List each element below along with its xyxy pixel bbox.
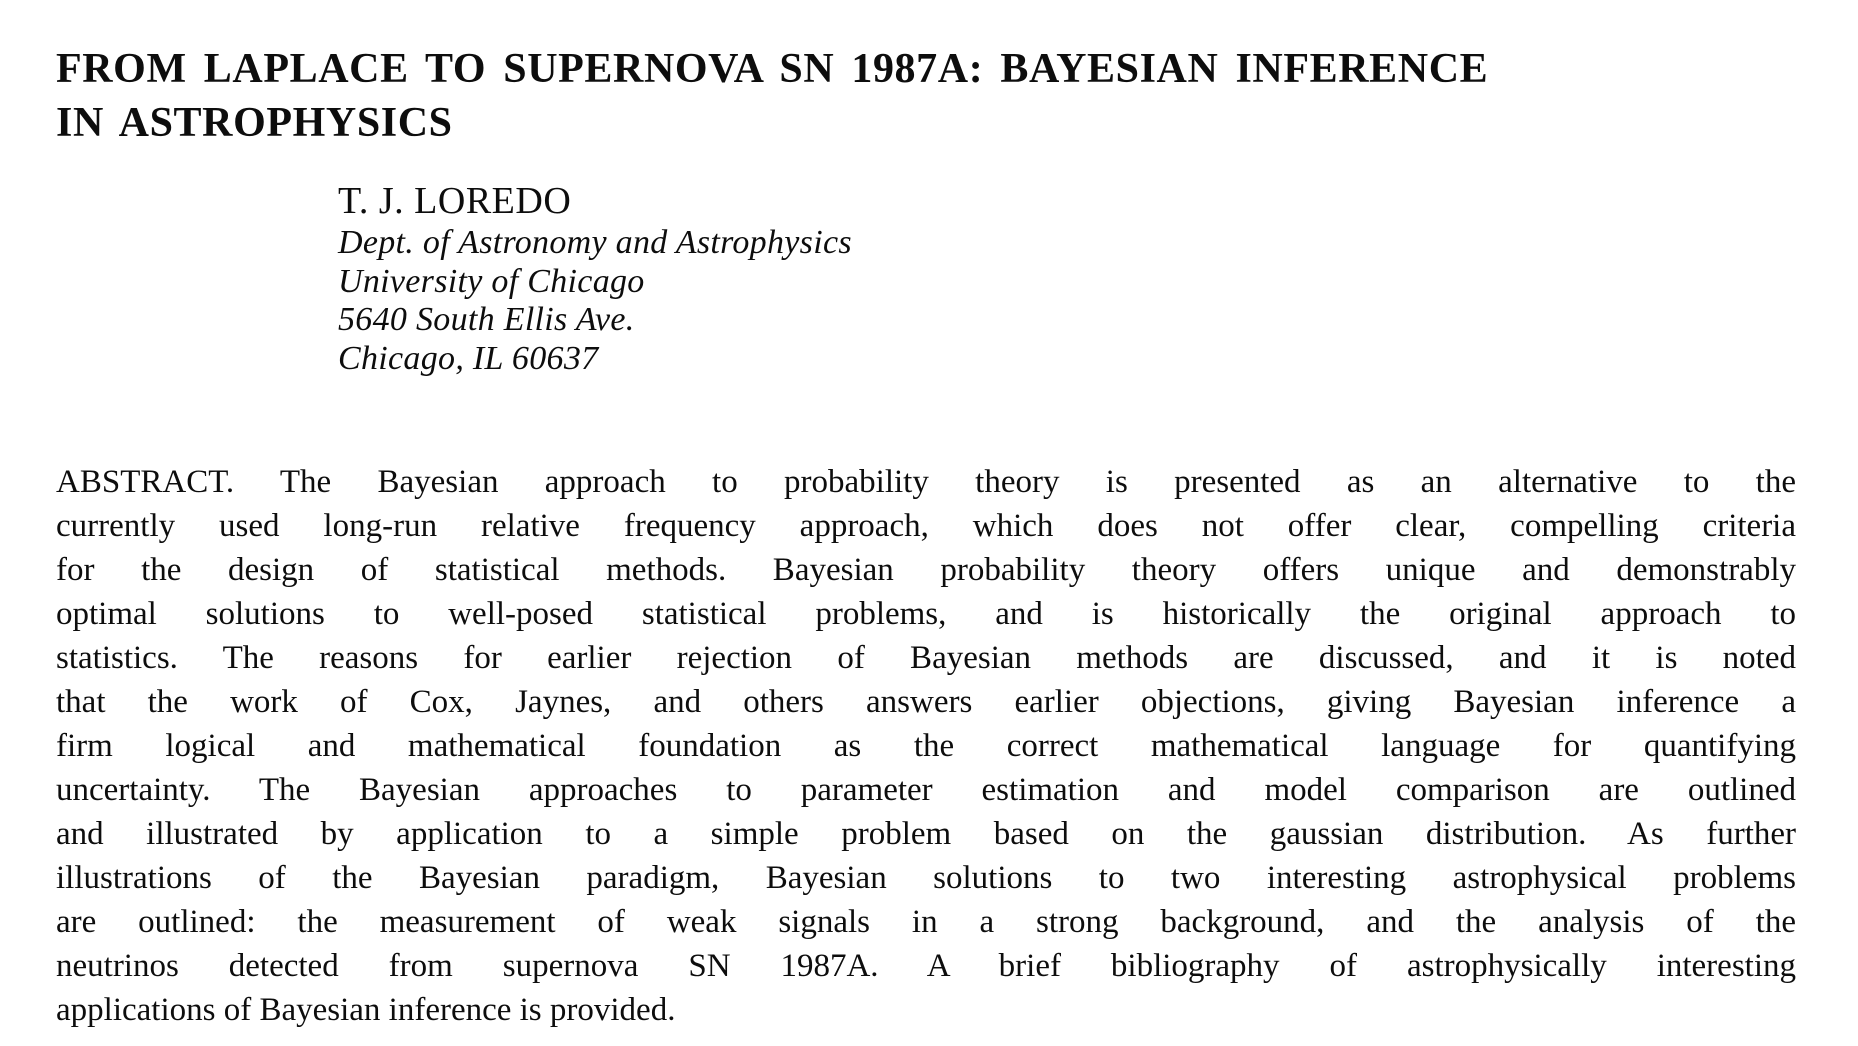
abstract-line: illustrations of the Bayesian paradigm, Bayesian solutions to two interesting astrophysical problems (56, 860, 1796, 896)
abstract-line: neutrinos detected from supernova SN 1987A. A brief bibliography of astrophysically interesting (56, 948, 1796, 984)
abstract-line: ABSTRACT. The Bayesian approach to probability theory is presented as an alternative to the (56, 464, 1796, 500)
author-name: T. J. LOREDO (338, 180, 572, 222)
abstract-line: for the design of statistical methods. Bayesian probability theory offers unique and demonstrably (56, 552, 1796, 588)
abstract-line: firm logical and mathematical foundation as the correct mathematical language for quantifying (56, 728, 1796, 764)
abstract-line: are outlined: the measurement of weak signals in a strong background, and the analysis of the (56, 904, 1796, 940)
abstract-line: optimal solutions to well-posed statistical problems, and is historically the original approach to (56, 596, 1796, 632)
abstract-line: that the work of Cox, Jaynes, and others answers earlier objections, giving Bayesian inference a (56, 684, 1796, 720)
author-affiliation: Dept. of Astronomy and Astrophysics (338, 224, 852, 261)
abstract-line-last: applications of Bayesian inference is provided. (56, 992, 676, 1028)
author-city-address: Chicago, IL 60637 (338, 339, 599, 377)
author-street-address: 5640 South Ellis Ave. (338, 301, 635, 338)
abstract-line: currently used long-run relative frequency approach, which does not offer clear, compelling criteria (56, 508, 1796, 544)
paper-title-line-1: FROM LAPLACE TO SUPERNOVA SN 1987A: BAYESIAN INFERENCE (56, 46, 1489, 92)
abstract-line: uncertainty. The Bayesian approaches to parameter estimation and model comparison are outlined (56, 772, 1796, 808)
abstract-line: and illustrated by application to a simple problem based on the gaussian distribution. As further (56, 816, 1796, 852)
paper-title-line-2: IN ASTROPHYSICS (56, 100, 453, 146)
author-block (338, 178, 1796, 378)
abstract-line: statistics. The reasons for earlier rejection of Bayesian methods are discussed, and it is noted (56, 640, 1796, 676)
author-institution: University of Chicago (338, 262, 645, 300)
paper-title (56, 42, 1796, 150)
abstract (56, 460, 1796, 1032)
